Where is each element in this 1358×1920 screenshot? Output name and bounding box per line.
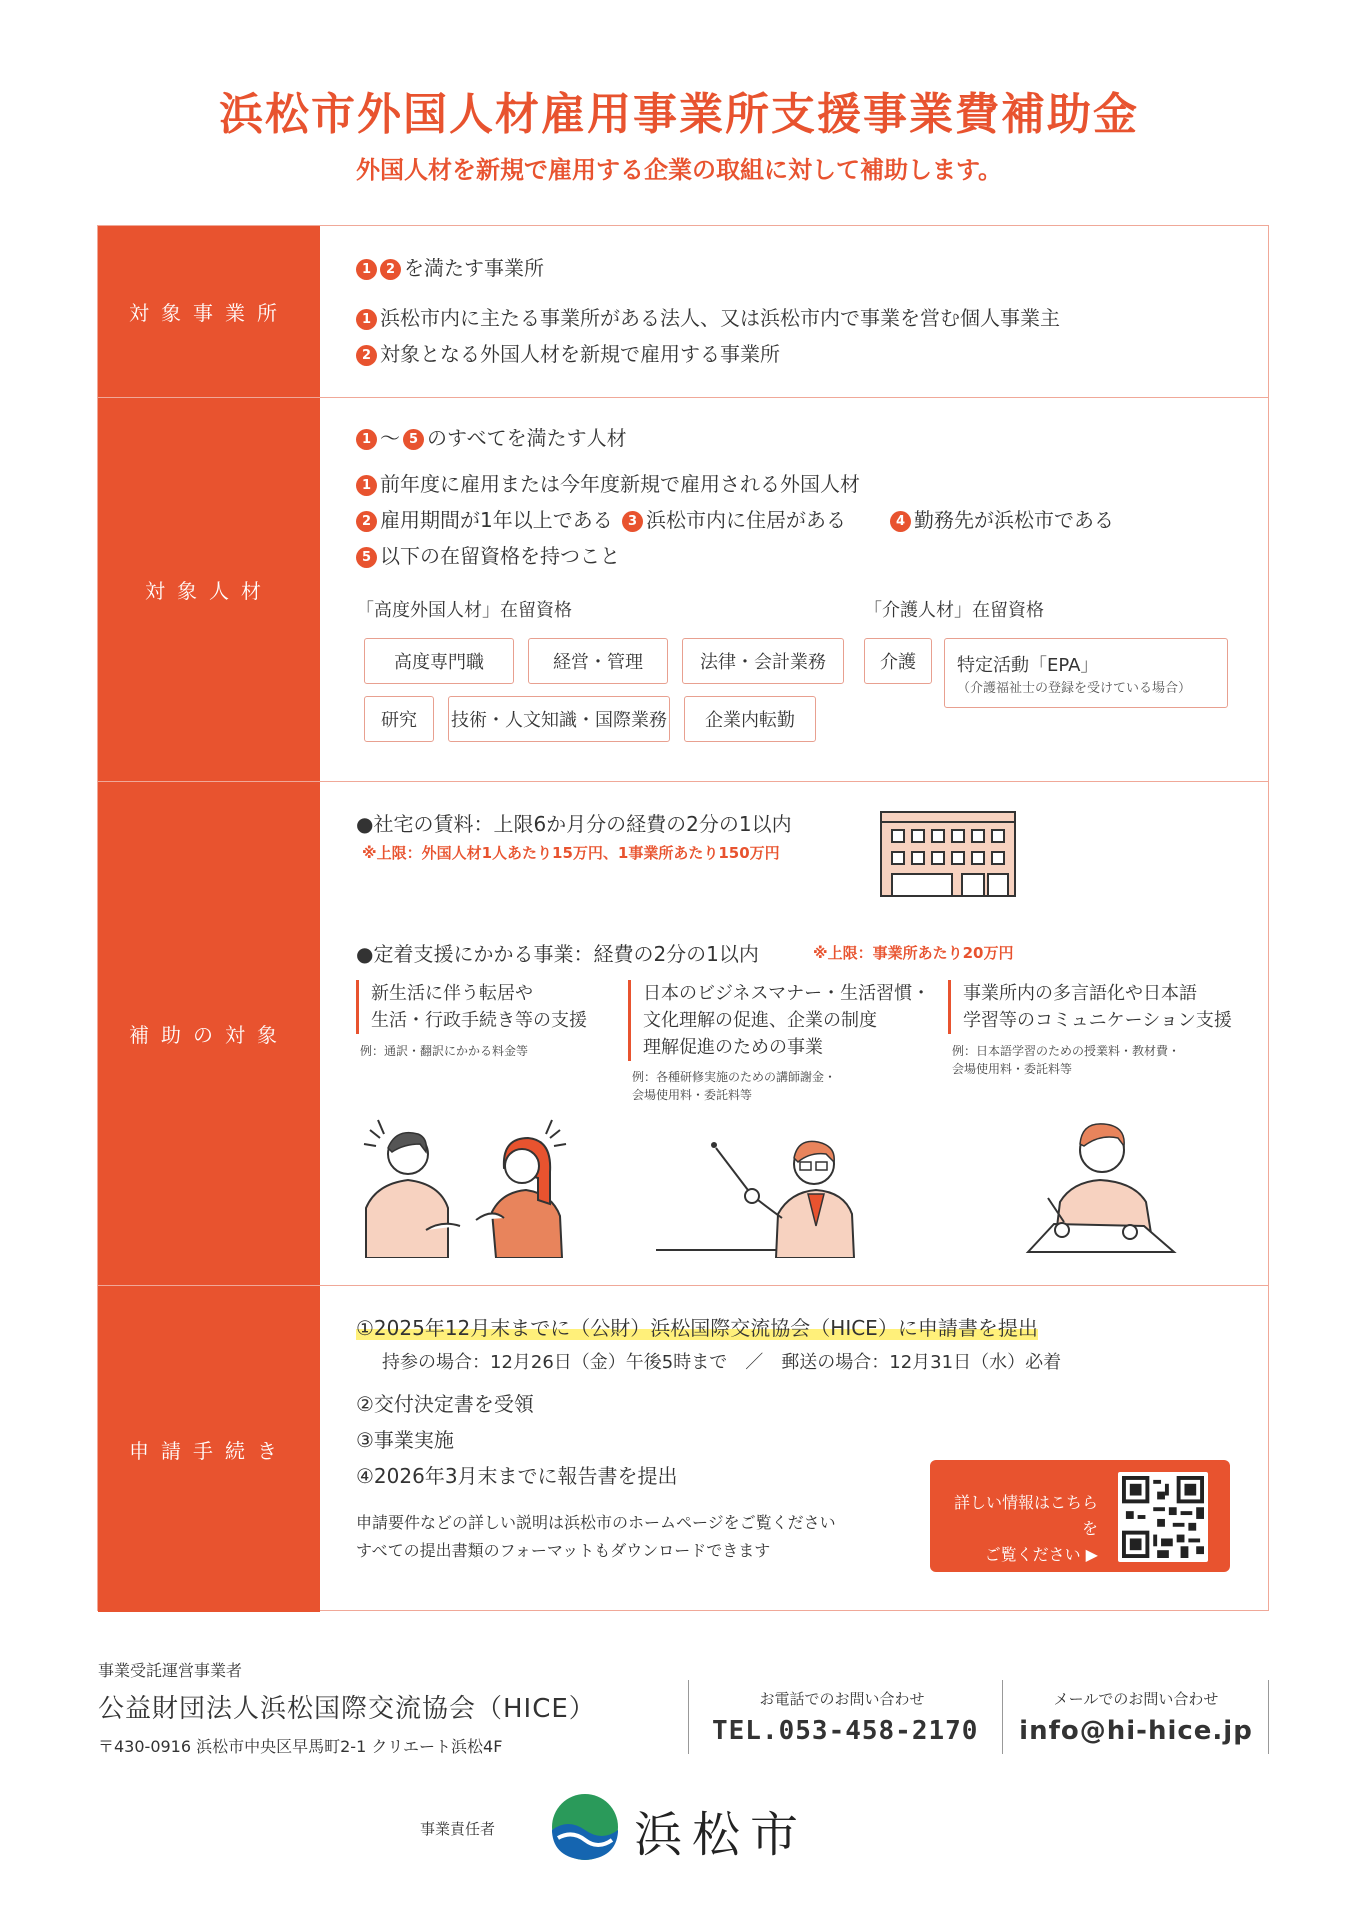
operator-address: 〒430-0916 浜松市中央区早馬町2-1 クリエート浜松4F [98,1737,503,1756]
housing-line: ●社宅の賃料：上限6か月分の経費の2分の1以内 [356,812,792,836]
procedure-step-4: ④2026年3月末までに報告書を提出 [356,1464,678,1488]
status-tag: 企業内転勤 [684,696,816,742]
status-tag: 法律・会計業務 [682,638,844,684]
student-illustration [1024,1102,1204,1258]
procedure-step-1: ①2025年12月末までに（公財）浜松国際交流協会（HICE）に申請書を提出 [356,1316,1038,1340]
building-icon [880,810,1016,898]
footer-divider [1002,1680,1003,1754]
group-a-label: 「高度外国人材」在留資格 [356,600,572,621]
procedure-note-2: すべての提出書類のフォーマットもダウンロードできます [356,1541,771,1560]
row-head-target-business: 対象事業所 [98,226,320,397]
procedure-note-1: 申請要件などの詳しい説明は浜松市のホームページをご覧ください [356,1513,836,1532]
status-tag: 経営・管理 [528,638,668,684]
support-col-1-example: 例：通訳・翻訳にかかる料金等 [360,1044,529,1058]
row-target-person [98,398,1268,782]
city-logo-icon [550,1792,620,1862]
row-target-business [98,226,1268,398]
page-subtitle: 外国人材を新規で雇用する企業の取組に対して補助します。 [355,156,1003,184]
status-tag: 介護 [864,638,932,684]
teacher-illustration [656,1122,876,1258]
status-tag: 技術・人文知識・国際業務 [448,696,670,742]
support-col-2-example: 例：各種研修実施のための講師謝金・ 会場使用料・委託料等 [632,1070,837,1102]
footer-divider [688,1680,689,1754]
tel-label: お電話でのお問い合わせ [759,1690,925,1708]
target-person-item-1: 1 前年度に雇用または今年度新規で雇用される外国人材 [356,468,860,497]
procedure-step-3: ③事業実施 [356,1428,454,1452]
conversation-illustration [356,1108,576,1258]
more-info-line-1: 詳しい情報はこちらを [953,1493,1098,1538]
mail-label: メールでのお問い合わせ [1053,1690,1219,1708]
target-person-item-4: 4 勤務先が浜松市である [890,504,1114,533]
tel-number[interactable]: TEL.053-458-2170 [712,1716,979,1746]
info-table [97,225,1269,1611]
more-info-line-2: ご覧ください ▶ [984,1545,1098,1564]
footer-divider [1268,1680,1269,1754]
retention-line: ●定着支援にかかる事業：経費の2分の1以内 [356,942,759,966]
operator-label: 事業受託運営事業者 [98,1661,243,1680]
city-name: 浜松市 [634,1807,809,1863]
more-info-link[interactable] [930,1460,1230,1572]
responsible-label: 事業責任者 [420,1820,496,1838]
support-col-3: 事業所内の多言語化や日本語 学習等のコミュニケーション支援 [948,980,1232,1034]
page-title: 浜松市外国人材雇用事業所支援事業費補助金 [219,89,1139,140]
retention-note: ※上限：事業所あたり20万円 [813,944,1014,962]
support-col-2: 日本のビジネスマナー・生活習慣・ 文化理解の促進、企業の制度 理解促進のための事業 [628,980,930,1061]
support-col-3-example: 例：日本語学習のための授業料・教材費・ 会場使用料・委託料等 [952,1044,1181,1076]
target-business-item-1: 1 浜松市内に主たる事業所がある法人、又は浜松市内で事業を営む個人事業主 [356,302,1060,331]
status-tag: 高度専門職 [364,638,514,684]
target-person-item-5: 5 以下の在留資格を持つこと [356,540,620,569]
row-head-target-person: 対象人材 [98,398,320,781]
qr-code-icon [1118,1472,1208,1562]
row-subsidy [98,782,1268,1286]
row-head-procedure: 申請手続き [98,1286,320,1612]
target-person-item-2: 2 雇用期間が1年以上である [356,504,613,533]
procedure-step-2: ②交付決定書を受領 [356,1392,534,1416]
target-person-lead: 1 ～ 5 のすべてを満たす人材 [356,422,627,451]
support-col-1: 新生活に伴う転居や 生活・行政手続き等の支援 [356,980,587,1034]
status-tag-epa: 特定活動「EPA」 （介護福祉士の登録を受けている場合） [944,638,1228,708]
housing-note: ※上限：外国人材1人あたり15万円、1事業所あたり150万円 [362,844,780,862]
status-tag: 研究 [364,696,434,742]
procedure-step-1-deadline: 持参の場合：12月26日（金）午後5時まで ／ 郵送の場合：12月31日（水）必着 [382,1352,1062,1373]
target-person-item-3: 3 浜松市内に住居がある [622,504,846,533]
operator-name: 公益財団法人浜松国際交流協会（HICE） [98,1694,596,1724]
target-business-lead: 1 2 を満たす事業所 [356,252,544,281]
group-b-label: 「介護人材」在留資格 [864,600,1044,621]
target-business-item-2: 2 対象となる外国人材を新規で雇用する事業所 [356,338,780,367]
mail-address[interactable]: info@hi-hice.jp [1019,1716,1253,1746]
row-head-subsidy: 補助の対象 [98,782,320,1285]
